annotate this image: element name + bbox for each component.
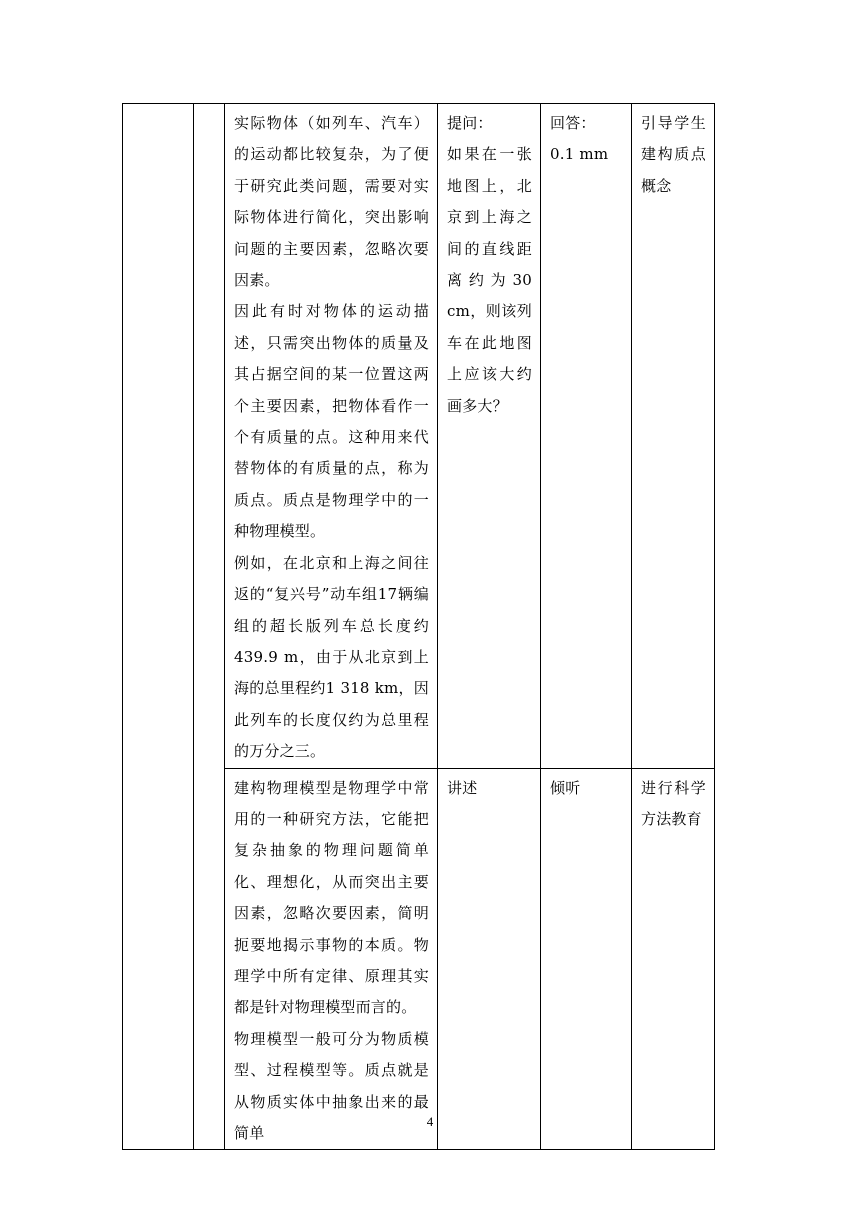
teacher-activity-cell [438,104,541,769]
design-intent-cell [632,768,715,1150]
table-row [123,104,715,769]
lesson-plan-table [122,103,715,1150]
stage-cell [123,104,194,1150]
student-activity-text: 回答： 0.1 mm [550,114,609,164]
page-number: 4 [426,1114,434,1129]
design-intent-text: 进行科学方法教育 [641,778,706,828]
teacher-activity-text: 提问： 如果在一张地图上，北京到上海之间的直线距离约为30 cm，则该列车在此地图上应该大约画多大？ [447,114,532,415]
content-paragraph: 因此有时对物体的运动描述，只需突出物体的质量及其占据空间的某一位置这两个主要因素，把物体看作一个有质量的点。这种用来代替物体的有质量的点，称为质点。质点是物理学中的一种物理模型。 [234,302,429,541]
content-paragraph: 建构物理模型是物理学中常用的一种研究方法，它能把复杂抽象的物理问题简单化、理想化，从而突出主要因素，忽略次要因素，简明扼要地揭示事物的本质。物理学中所有定律、原理其实都是针对物理模型而言的。 [234,778,429,1017]
design-intent-text: 引导学生建构质点概念 [641,114,706,195]
content-paragraph: 物理模型一般可分为物质模型、过程模型等。质点就是从物质实体中抽象出来的最简单 [234,1029,429,1142]
student-activity-text: 倾听 [550,778,581,797]
segment-cell [194,104,225,1150]
content-paragraph: 实际物体（如列车、汽车）的运动都比较复杂，为了便于研究此类问题，需要对实际物体进行简化，突出影响问题的主要因素，忽略次要因素。 [234,114,429,290]
student-activity-cell [541,104,632,769]
content-cell [225,104,438,769]
teacher-activity-cell [438,768,541,1150]
student-activity-cell [541,768,632,1150]
design-intent-cell [632,104,715,769]
content-paragraph: 例如，在北京和上海之间往返的“复兴号”动车组17辆编组的超长版列车总长度约439.9 m，由于从北京到上海的总里程约1 318 km，因此列车的长度仅约为总里程的万分之三。 [234,553,429,761]
content-cell [225,768,438,1150]
teacher-activity-text: 讲述 [447,778,478,797]
